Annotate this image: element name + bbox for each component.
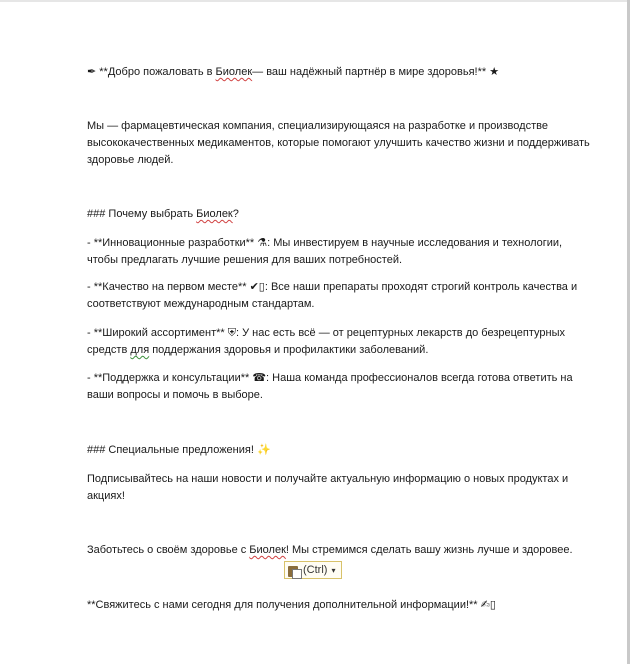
phone-icon: ☎ — [252, 372, 267, 384]
checkmark-icon: ✔▯ — [249, 281, 265, 293]
offers-paragraph: Подписывайтесь на наши новости и получайте актуальную информацию о новых продуктах и акциях! — [87, 473, 569, 502]
sparkles-icon: ✨ — [256, 444, 271, 456]
bullet-quality: - **Качество на первом месте** ✔▯: Все наши препараты проходят строгий контроль качества и соответствуют международным стандартам. — [87, 281, 578, 310]
star-icon: ★ — [489, 66, 500, 78]
why-heading: ### Почему выбрать Биолек? — [87, 208, 239, 220]
shield-icon: ⛨ — [227, 327, 236, 339]
bullet-assortment: - **Широкий ассортимент** ⛨: У нас есть всё — от рецептурных лекарств до безрецептурных средств для поддержания здоровья и профилактики заболеваний. — [87, 327, 566, 356]
paste-clipboard-icon — [288, 564, 300, 577]
brand-name: Биолек — [249, 544, 286, 556]
bullet-support: - **Поддержка и консультации** ☎: Наша команда профессионалов всегда готова ответить на ваши вопросы и помочь в выборе. — [87, 372, 573, 401]
paste-options-label: (Ctrl) — [303, 564, 328, 576]
intro-paragraph: Мы — фармацевтическая компания, специализирующаяся на разработке и производстве высококачественных медикаментов, которые помогают улучшить качество жизни и поддерживать здоровье людей. — [87, 120, 590, 166]
chevron-down-icon: ▾ — [331, 565, 336, 575]
offers-heading: ### Специальные предложения! ✨ — [87, 442, 587, 459]
handshake-icon: ✍▯ — [480, 599, 496, 611]
microscope-icon: ⚗ — [257, 237, 268, 249]
brand-name: Биолек — [215, 66, 253, 78]
window-top-edge — [0, 0, 630, 2]
paste-options-button[interactable] — [284, 561, 342, 579]
contact-line: **Свяжитесь с нами сегодня для получения дополнительной информации!** ✍▯ — [87, 597, 587, 614]
care-line: Заботьтесь о своём здоровье с Биолек! Мы стремимся сделать вашу жизнь лучше и здоровее. — [87, 544, 573, 556]
welcome-line: ✒ **Добро пожаловать в Биолек— ваш надёжный партнёр в мире здоровья!** ★ — [87, 64, 587, 81]
pen-icon: ✒ — [87, 66, 97, 78]
bullet-innovation: - **Инновационные разработки** ⚗: Мы инвестируем в научные исследования и технологии, чтобы предлагать лучшие решения для ваших потребностей. — [87, 237, 563, 266]
brand-name: Биолек — [196, 208, 233, 220]
